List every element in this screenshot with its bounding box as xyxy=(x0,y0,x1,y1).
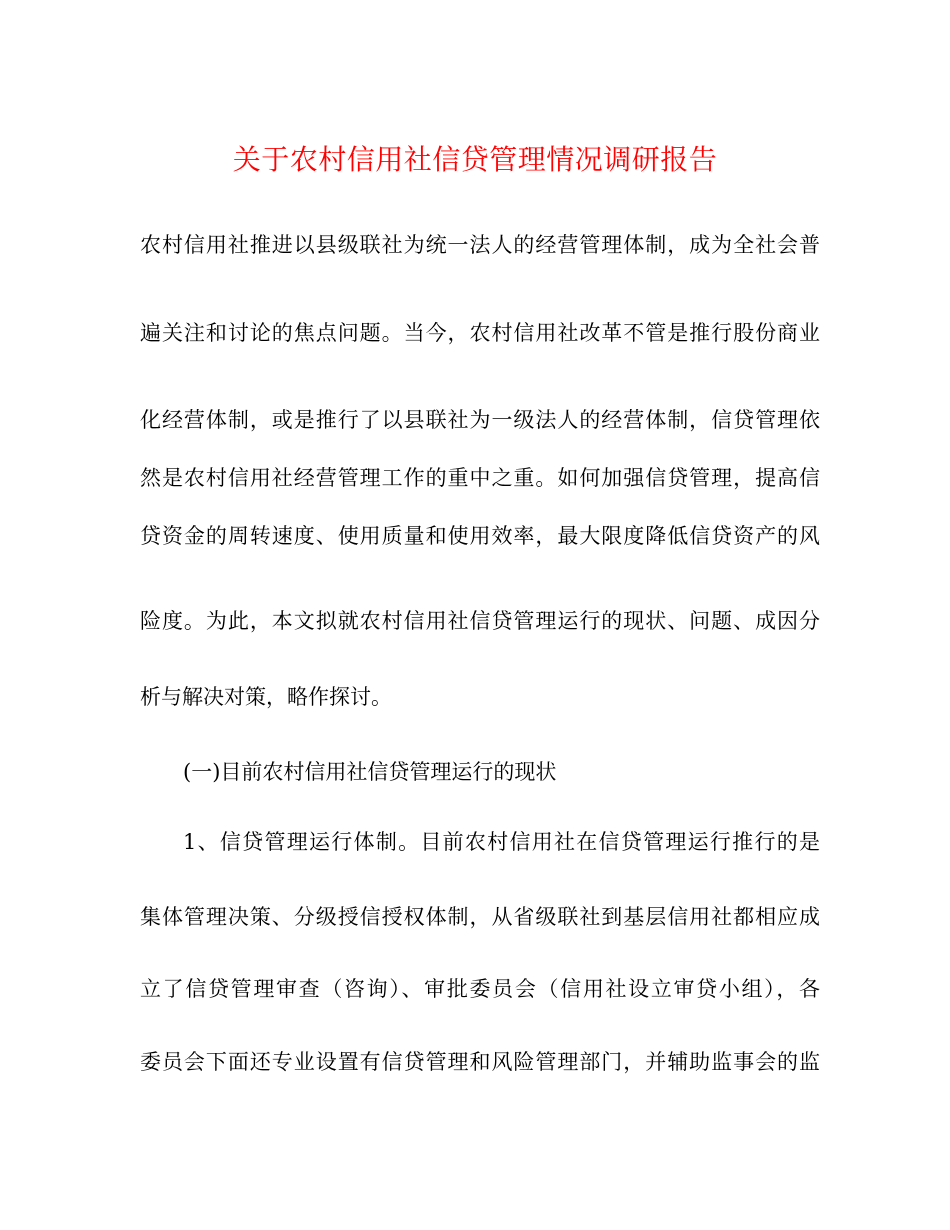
paragraph-1-line-1: 农村信用社推进以县级联社为统一法人的经营管理体制，成为全社会普 xyxy=(140,233,820,257)
paragraph-3-line-2: 集体管理决策、分级授信授权体制，从省级联社到基层信用社都相应成 xyxy=(140,905,820,929)
paragraph-3-line-3: 立了信贷管理审查（咨询）、审批委员会（信用社设立审贷小组），各 xyxy=(140,977,820,1001)
paragraph-1-line-2: 遍关注和讨论的焦点问题。当今，农村信用社改革不管是推行股份商业 xyxy=(140,321,820,345)
paragraph-1-line-3: 化经营体制，或是推行了以县联社为一级法人的经营体制，信贷管理依 xyxy=(140,408,820,432)
paragraph-1-line-7: 析与解决对策，略作探讨。 xyxy=(140,685,392,709)
paragraph-3-line-4: 委员会下面还专业设置有信贷管理和风险管理部门，并辅助监事会的监 xyxy=(140,1050,820,1074)
paragraph-3-line-1: 1、信贷管理运行体制。目前农村信用社在信贷管理运行推行的是 xyxy=(183,830,820,854)
paragraph-1-line-5: 贷资金的周转速度、使用质量和使用效率，最大限度降低信贷资产的风 xyxy=(140,524,820,548)
section-heading: (一)目前农村信用社信贷管理运行的现状 xyxy=(183,760,557,784)
paragraph-1-line-4: 然是农村信用社经营管理工作的重中之重。如何加强信贷管理，提高信 xyxy=(140,466,820,490)
document-title: 关于农村信用社信贷管理情况调研报告 xyxy=(232,143,718,176)
paragraph-1-line-6: 险度。为此，本文拟就农村信用社信贷管理运行的现状、问题、成因分 xyxy=(140,609,820,633)
